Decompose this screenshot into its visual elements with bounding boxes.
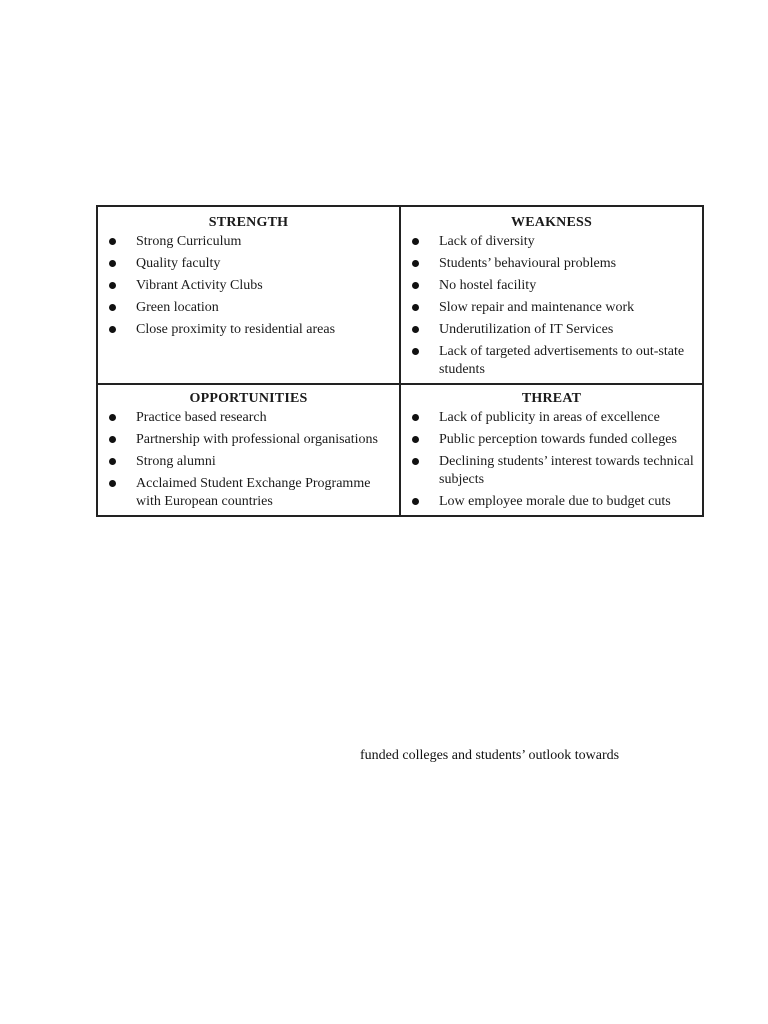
- weakness-list: [401, 233, 702, 379]
- bullet-icon: [109, 304, 116, 311]
- threat-item-text: Low employee morale due to budget cuts: [439, 494, 671, 509]
- bullet-icon: [412, 304, 419, 311]
- body-text-fragment: funded colleges and students’ outlook towards: [360, 748, 620, 763]
- opportunities-quadrant: [97, 384, 400, 516]
- bullet-icon: [412, 238, 419, 245]
- bullet-icon: [109, 282, 116, 289]
- bullet-icon: [109, 260, 116, 267]
- weakness-item: [401, 321, 702, 339]
- bullet-icon: [109, 458, 116, 465]
- bullet-icon: [412, 326, 419, 333]
- strength-item-text: Vibrant Activity Clubs: [136, 278, 263, 293]
- weakness-item-text: No hostel facility: [439, 278, 537, 293]
- bullet-icon: [412, 260, 419, 267]
- weakness-item-text: Lack of diversity: [439, 234, 535, 249]
- strength-item-text: Close proximity to residential areas: [136, 322, 336, 337]
- strength-item: [98, 277, 399, 295]
- strength-quadrant: [97, 206, 400, 384]
- weakness-heading: WEAKNESS: [511, 215, 592, 230]
- weakness-item-text: Underutilization of IT Services: [439, 322, 614, 337]
- threat-heading: THREAT: [521, 391, 582, 406]
- strength-item: [98, 233, 399, 251]
- bullet-icon: [109, 414, 116, 421]
- strength-item: [98, 255, 399, 273]
- bullet-icon: [412, 414, 419, 421]
- strength-item: [98, 321, 399, 339]
- opportunities-item: [98, 475, 399, 511]
- bullet-icon: [109, 326, 116, 333]
- opportunities-item-text: Practice based research: [136, 410, 267, 425]
- bullet-icon: [412, 348, 419, 355]
- opportunities-item: [98, 453, 399, 471]
- strength-item-text: Strong Curriculum: [136, 234, 242, 249]
- threat-item-text: Public perception towards funded colleges: [439, 432, 677, 447]
- bullet-icon: [412, 458, 419, 465]
- opportunities-list: [98, 409, 399, 511]
- bullet-icon: [109, 238, 116, 245]
- threat-item: [401, 431, 702, 449]
- weakness-item-text: Lack of targeted advertisements to out-state students: [439, 344, 685, 377]
- weakness-item: [401, 233, 702, 251]
- strength-heading: STRENGTH: [208, 215, 289, 230]
- bullet-icon: [412, 282, 419, 289]
- opportunities-heading: OPPORTUNITIES: [189, 391, 308, 406]
- opportunities-item-text: Strong alumni: [136, 454, 216, 469]
- weakness-quadrant: [400, 206, 703, 384]
- strength-item: [98, 299, 399, 317]
- swot-table: [96, 205, 704, 517]
- opportunities-item-text: Partnership with professional organisations: [136, 432, 378, 447]
- weakness-item: [401, 299, 702, 317]
- opportunities-item: [98, 409, 399, 427]
- weakness-item: [401, 343, 702, 379]
- threat-item: [401, 493, 702, 511]
- weakness-item: [401, 255, 702, 273]
- threat-quadrant: [400, 384, 703, 516]
- threat-list: [401, 409, 702, 511]
- threat-item-text: Lack of publicity in areas of excellence: [439, 410, 660, 425]
- strength-item-text: Quality faculty: [136, 256, 221, 271]
- weakness-item-text: Students’ behavioural problems: [439, 256, 617, 271]
- threat-item-text: Declining students’ interest towards technical subjects: [439, 454, 694, 487]
- bullet-icon: [412, 498, 419, 505]
- bullet-icon: [412, 436, 419, 443]
- strength-item-text: Green location: [136, 300, 219, 315]
- threat-item: [401, 409, 702, 427]
- weakness-item: [401, 277, 702, 295]
- strength-list: [98, 233, 399, 339]
- threat-item: [401, 453, 702, 489]
- opportunities-item-text: Acclaimed Student Exchange Programme with European countries: [136, 476, 371, 509]
- bullet-icon: [109, 480, 116, 487]
- opportunities-item: [98, 431, 399, 449]
- bullet-icon: [109, 436, 116, 443]
- weakness-item-text: Slow repair and maintenance work: [439, 300, 635, 315]
